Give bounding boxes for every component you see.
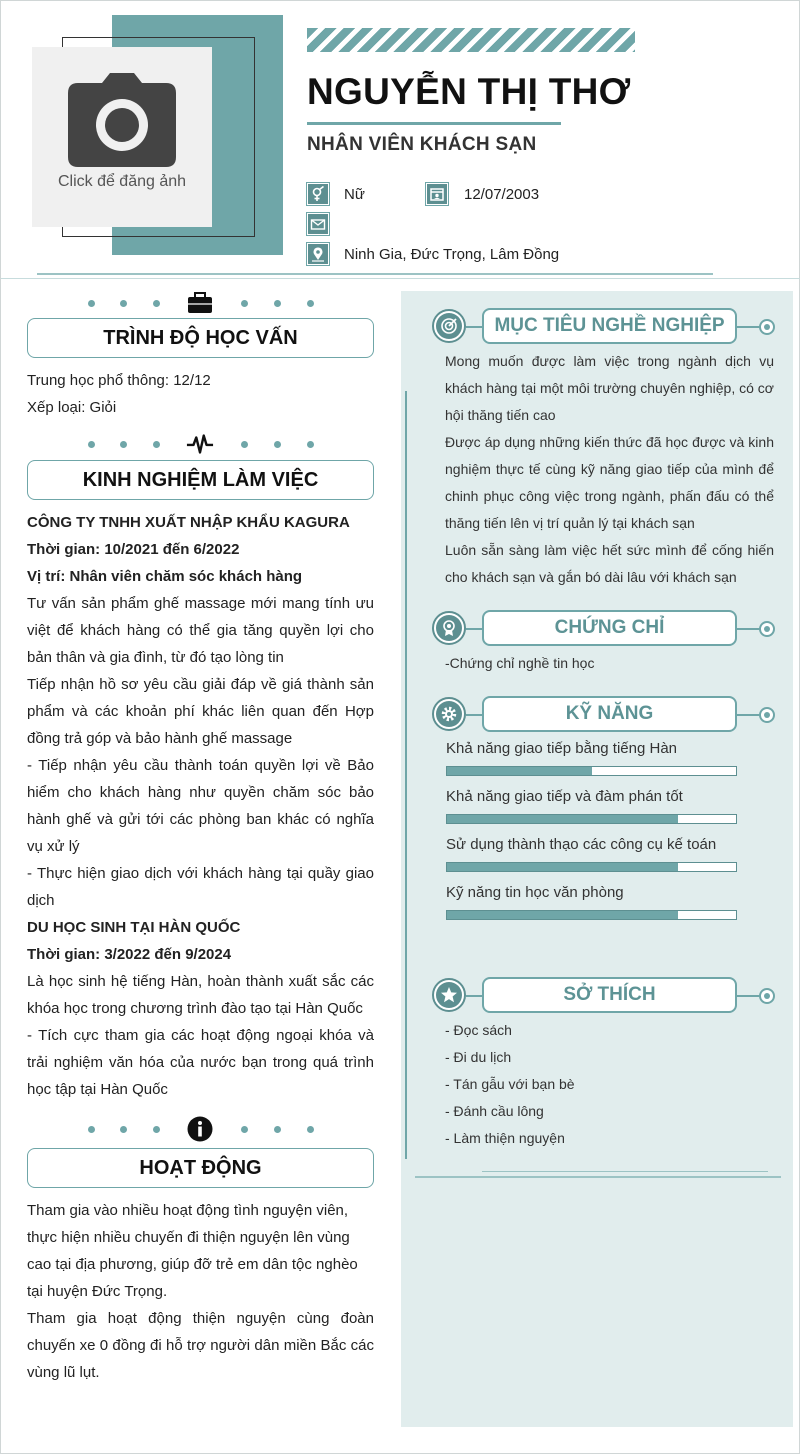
hobby-item: - Đọc sách	[445, 1022, 512, 1038]
photo-upload[interactable]	[32, 47, 212, 227]
award-icon	[432, 611, 466, 645]
hobby-item: - Đi du lịch	[445, 1049, 512, 1065]
skill-bar	[446, 766, 737, 776]
header-divider-thin	[1, 278, 800, 279]
education-line: Trung học phổ thông: 12/12	[27, 372, 211, 389]
skill-bar-fill	[447, 767, 592, 775]
job-time: Thời gian: 10/2021 đến 6/2022	[27, 541, 240, 558]
skills-section-header	[432, 696, 777, 734]
certificates-list	[445, 650, 765, 677]
job-detail: Là học sinh hệ tiếng Hàn, hoàn thành xuất sắc các khóa học trong chương trình đào tạo tại Hàn Quốc	[27, 973, 374, 1017]
skill-bar-fill	[447, 911, 678, 919]
pulse-icon	[186, 432, 214, 456]
hobby-item: - Đánh cầu lông	[445, 1103, 544, 1119]
job-title: NHÂN VIÊN KHÁCH SẠN	[307, 134, 537, 155]
objective-paragraph: Được áp dụng những kiến thức đã học được và kinh nghiệm thực tế cùng kỹ năng giao tiếp của mình để chinh phục công việc trong ngành, phấn đấu có thể thăng tiến lên vị trí quản lý tại khách sạn	[445, 434, 774, 531]
gender-icon	[306, 182, 330, 206]
hobby-item: - Tán gẫu với bạn bè	[445, 1076, 575, 1092]
skill-item	[446, 884, 738, 906]
job-company: CÔNG TY TNHH XUẤT NHẬP KHẨU KAGURA	[27, 514, 350, 531]
job-time: Thời gian: 3/2022 đến 9/2024	[27, 946, 232, 963]
skill-bar	[446, 814, 737, 824]
address-value: Ninh Gia, Đức Trọng, Lâm Đồng	[344, 246, 560, 263]
certificate-item: -Chứng chỉ nghề tin học	[445, 655, 595, 671]
header-divider	[37, 273, 713, 275]
activity-paragraph: Tham gia vào nhiều hoạt động tình nguyện viên, thực hiện nhiều chuyến đi thiện nguyện lên vùng cao tại địa phương, giúp đỡ trẻ em dân tộc nghèo tại huyện Đức Trọng.	[27, 1202, 358, 1300]
education-heading: TRÌNH ĐỘ HỌC VẤN	[27, 318, 374, 358]
candidate-name: NGUYỄN THỊ THƠ	[307, 71, 631, 112]
skill-label: Khả năng giao tiếp bằng tiếng Hàn	[446, 740, 678, 757]
education-content	[27, 367, 374, 421]
target-icon	[432, 309, 466, 343]
briefcase-icon	[186, 291, 214, 315]
header-stripes	[307, 28, 635, 52]
hobby-item: - Làm thiện nguyện	[445, 1130, 565, 1146]
skills-heading: KỸ NĂNG	[482, 696, 737, 732]
hobbies-section-header	[432, 977, 777, 1015]
info-icon	[186, 1117, 214, 1141]
objective-content	[445, 348, 774, 591]
skill-label: Khả năng giao tiếp và đàm phán tốt	[446, 788, 683, 805]
certificates-heading: CHỨNG CHỈ	[482, 610, 737, 646]
email-icon	[306, 212, 330, 236]
activities-heading: HOẠT ĐỘNG	[27, 1148, 374, 1188]
job-position: Vị trí: Nhân viên chăm sóc khách hàng	[27, 568, 303, 585]
birthday-value: 12/07/2003	[464, 186, 540, 203]
experience-heading: KINH NGHIỆM LÀM VIỆC	[27, 460, 374, 500]
section-divider-education	[81, 291, 321, 315]
job-detail: Tiếp nhận hồ sơ yêu cầu giải đáp về giá thành sản phẩm và các khoản phí khác liên quan đến Hợp đồng trả góp và bảo hành ghế massage	[27, 676, 374, 747]
objective-paragraph: Mong muốn được làm việc trong ngành dịch vụ khách hàng tại một môi trường chuyên nghiệp, có cơ hội thăng tiến cao	[445, 353, 774, 423]
location-icon	[306, 242, 330, 266]
skill-item	[446, 836, 738, 858]
skill-bar	[446, 862, 737, 872]
job-detail: Tư vấn sản phẩm ghế massage mới mang tính ưu việt để khách hàng có thể gia tăng quyền lợi cho bản thân và gia đình, từ đó tạo lòng tin	[27, 595, 374, 666]
right-panel-bottom-line	[415, 1176, 781, 1178]
objective-heading: MỤC TIÊU NGHỀ NGHIỆP	[482, 308, 737, 344]
section-divider-experience	[81, 432, 321, 456]
skill-item	[446, 740, 738, 762]
activities-content	[27, 1197, 374, 1386]
objective-paragraph: Luôn sẵn sàng làm việc hết sức mình để cống hiến cho khách sạn và gắn bó dài lâu với khách sạn	[445, 542, 774, 585]
star-icon	[432, 978, 466, 1012]
job-detail: - Tiếp nhận yêu cầu thành toán quyền lợi về Bảo hiểm cho khách hàng như quyền chăm sóc bảo hành ghế và gửi tới các phòng ban khác có nghĩa vụ xử lý	[27, 757, 374, 855]
skill-label: Kỹ năng tin học văn phòng	[446, 884, 624, 901]
camera-icon	[68, 73, 176, 167]
job-company: DU HỌC SINH TẠI HÀN QUỐC	[27, 919, 241, 936]
activity-paragraph: Tham gia hoạt động thiện nguyện cùng đoàn chuyến xe 0 đồng đi hỗ trợ người dân miền Bắc các vùng lũ lụt.	[27, 1310, 374, 1381]
experience-content	[27, 509, 374, 1103]
hobbies-heading: SỞ THÍCH	[482, 977, 737, 1013]
objective-section-header	[432, 308, 777, 346]
job-detail: - Thực hiện giao dịch với khách hàng tại quầy giao dịch	[27, 865, 374, 909]
hobbies-list	[445, 1017, 765, 1152]
skill-bar	[446, 910, 737, 920]
skill-bar-fill	[447, 863, 678, 871]
gear-icon	[432, 697, 466, 731]
column-divider	[405, 391, 407, 1159]
job-detail: - Tích cực tham gia các hoạt động ngoại khóa và trải nghiệm văn hóa của nước bạn trong quá trình học tập tại Hàn Quốc	[27, 1027, 374, 1098]
skill-bar-fill	[447, 815, 678, 823]
birthday-icon	[425, 182, 449, 206]
certificates-section-header	[432, 610, 777, 648]
name-underline	[307, 122, 561, 125]
skill-label: Sử dụng thành thạo các công cụ kế toán	[446, 836, 717, 853]
photo-upload-label: Click để đăng ảnh	[57, 173, 187, 190]
skill-item	[446, 788, 738, 810]
section-divider-activities	[81, 1117, 321, 1141]
gender-value: Nữ	[344, 186, 365, 203]
education-line: Xếp loại: Giỏi	[27, 399, 117, 416]
right-panel-bottom-line-short	[482, 1171, 768, 1172]
